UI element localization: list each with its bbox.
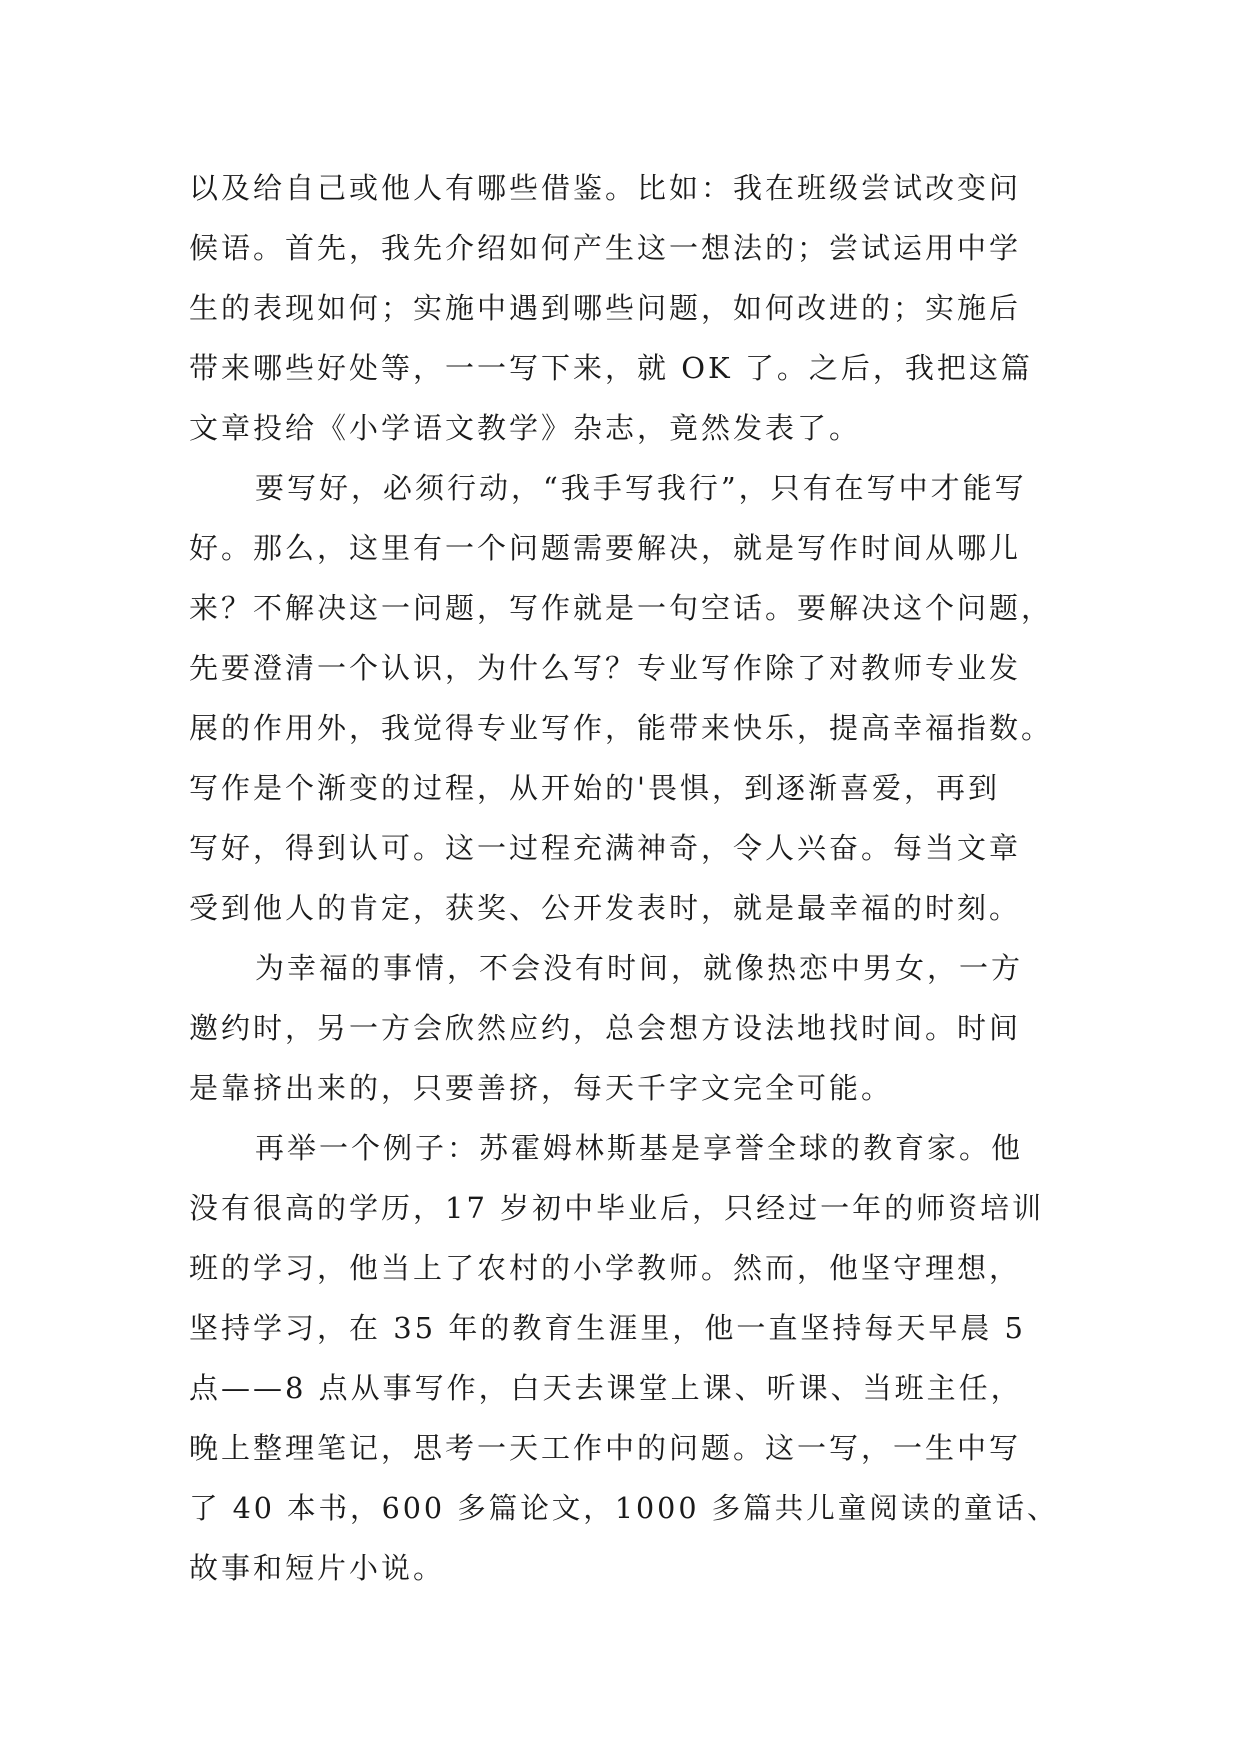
text-line: 展的作用外，我觉得专业写作，能带来快乐，提高幸福指数。 — [189, 711, 1054, 745]
text-line: 文章投给《小学语文教学》杂志，竟然发表了。 — [189, 411, 862, 445]
text-line: 好。那么，这里有一个问题需要解决，就是写作时间从哪儿 — [189, 531, 1022, 565]
text-line: 晚上整理笔记，思考一天工作中的问题。这一写，一生中写 — [189, 1431, 1022, 1465]
text-line: 坚持学习，在 35 年的教育生涯里，他一直坚持每天早晨 5 — [189, 1311, 1027, 1345]
text-line: 了 40 本书，600 多篇论文，1000 多篇共儿童阅读的童话、 — [189, 1491, 1059, 1525]
text-line: 生的表现如何；实施中遇到哪些问题，如何改进的；实施后 — [189, 291, 1022, 325]
text-line: 班的学习，他当上了农村的小学教师。然而，他坚守理想， — [189, 1251, 1022, 1285]
paragraph-first-line: 再举一个例子：苏霍姆林斯基是享誉全球的教育家。他 — [255, 1131, 1024, 1165]
text-line: 是靠挤出来的，只要善挤，每天千字文完全可能。 — [189, 1071, 894, 1105]
text-line: 先要澄清一个认识，为什么写？专业写作除了对教师专业发 — [189, 651, 1022, 685]
text-line: 写好，得到认可。这一过程充满神奇，令人兴奋。每当文章 — [189, 831, 1022, 865]
text-line: 带来哪些好处等，一一写下来，就 OK 了。之后，我把这篇 — [189, 351, 1033, 385]
text-line: 来？不解决这一问题，写作就是一句空话。要解决这个问题， — [189, 591, 1054, 625]
text-line: 邀约时，另一方会欣然应约，总会想方设法地找时间。时间 — [189, 1011, 1022, 1045]
paragraph-first-line: 要写好，必须行动，“我手写我行”，只有在写中才能写 — [255, 471, 1027, 505]
body-text — [189, 158, 1059, 1598]
text-line: 以及给自己或他人有哪些借鉴。比如：我在班级尝试改变问 — [189, 171, 1022, 205]
text-line: 点——8 点从事写作，白天去课堂上课、听课、当班主任， — [189, 1371, 1023, 1405]
text-line: 故事和短片小说。 — [189, 1551, 446, 1585]
text-line: 没有很高的学历，17 岁初中毕业后，只经过一年的师资培训 — [189, 1191, 1045, 1225]
text-line: 受到他人的肯定，获奖、公开发表时，就是最幸福的时刻。 — [189, 891, 1022, 925]
text-line: 写作是个渐变的过程，从开始的'畏惧，到逐渐喜爱，再到 — [189, 771, 1000, 805]
text-line: 候语。首先，我先介绍如何产生这一想法的；尝试运用中学 — [189, 231, 1022, 265]
paragraph-first-line: 为幸福的事情，不会没有时间，就像热恋中男女，一方 — [255, 951, 1024, 985]
